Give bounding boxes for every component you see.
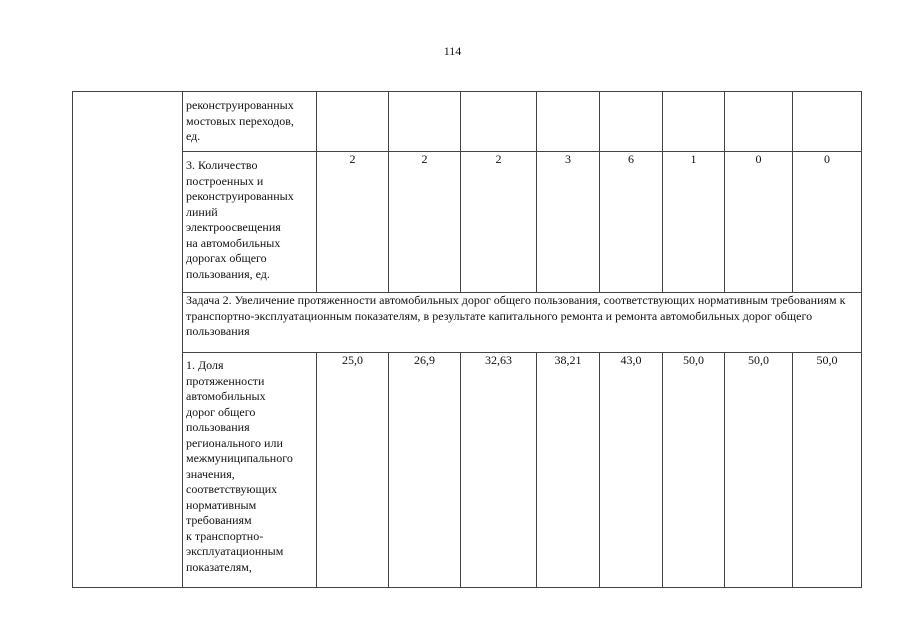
value-cell: 0 [725, 152, 793, 293]
value-cell [793, 92, 862, 152]
table-row [73, 92, 862, 152]
value-cell [600, 92, 663, 152]
task-heading-cell: Задача 2. Увеличение протяженности автомобильных дорог общего пользования, соответствующих нормативным требованиям к транспортно-эксплуатационным показателям, в результате капитального ремонта и ремонта автомобильных дорог общего пользования [183, 293, 862, 353]
value-cell [537, 92, 600, 152]
blank-first-column-cell [73, 92, 183, 588]
value-cell: 2 [317, 152, 389, 293]
indicators-table [72, 91, 862, 588]
value-cell: 3 [537, 152, 600, 293]
value-cell [663, 92, 725, 152]
value-cell: 50,0 [663, 353, 725, 588]
indicator-name-cell: 3. Количество построенных и реконструированных линий электроосвещения на автомобильных дорогах общего пользования, ед. [183, 152, 317, 293]
value-cell: 26,9 [389, 353, 461, 588]
value-cell [317, 92, 389, 152]
value-cell: 2 [389, 152, 461, 293]
value-cell: 50,0 [725, 353, 793, 588]
value-cell: 0 [793, 152, 862, 293]
value-cell: 32,63 [461, 353, 537, 588]
value-cell [725, 92, 793, 152]
value-cell [461, 92, 537, 152]
indicator-name-cell: реконструированных мостовых переходов, ед. [183, 92, 317, 152]
value-cell: 1 [663, 152, 725, 293]
table-row [73, 353, 862, 588]
indicator-name-cell: 1. Доля протяженности автомобильных дорог общего пользования регионального или межмуниципального значения, соответствующих нормативным требованиям к транспортно- эксплуатационным показателям, [183, 353, 317, 588]
value-cell: 38,21 [537, 353, 600, 588]
table-row [73, 152, 862, 293]
page-number: 114 [443, 44, 462, 58]
value-cell: 43,0 [600, 353, 663, 588]
value-cell: 50,0 [793, 353, 862, 588]
table-row [73, 293, 862, 353]
value-cell [389, 92, 461, 152]
value-cell: 2 [461, 152, 537, 293]
value-cell: 25,0 [317, 353, 389, 588]
value-cell: 6 [600, 152, 663, 293]
